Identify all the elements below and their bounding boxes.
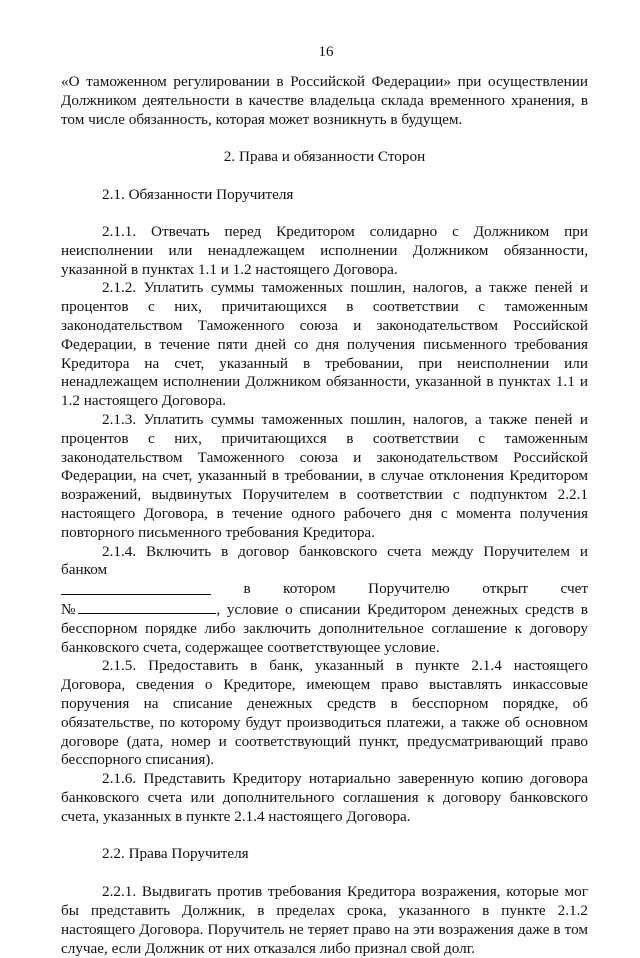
word-otkryt: открыт bbox=[482, 580, 529, 598]
clause-2-1-3: 2.1.3. Уплатить суммы таможенных пошлин, налогов, а также пеней и процентов с них, причитающихся в соответствии с таможенным законодательством Таможенного союза и законодательством Российской Федерации, на счет, указанный в требовании, в случае отклонения Кредитором возражений, выдвинутых Поручителем в соответствии с подпунктом 2.2.1 настоящего Договора, в течение одного рабочего дня с момента получения повторного письменного требования Кредитора. bbox=[61, 410, 588, 541]
section-2-heading: 2. Права и обязанности Сторон bbox=[223, 148, 426, 166]
clause-2-1-5: 2.1.5. Предоставить в банк, указанный в пункте 2.1.4 настоящего Договора, сведения о Кредиторе, имеющем право выставлять инкассовые поручения на списание денежных средств в бесспорном порядке, об обязательстве, по которому будут производиться платежи, а также об основном договоре (дата, номер и соответствующий пункт, предусматривающий право бесспорного списания). bbox=[61, 657, 588, 769]
intro-paragraph: «О таможенном регулировании в Российской Федерации» при осуществлении Должником деятельности в качестве владельца склада временного хранения, в том числе обязанность, которая может возникнуть в будущем. bbox=[61, 73, 588, 128]
clause-2-1-4-text: , условие о списании Кредитором денежных средств в бесспорном порядке либо заключить дополнительное соглашение к договору банковского счета, содержащее соответствующее условие. bbox=[61, 600, 588, 656]
bank-name-blank bbox=[61, 580, 211, 595]
document-body bbox=[61, 73, 588, 958]
clause-2-1-4 bbox=[61, 543, 588, 658]
word-v: в bbox=[243, 580, 251, 598]
account-number-blank bbox=[78, 599, 216, 614]
clause-2-2-1: 2.2.1. Выдвигать против требования Кредитора возражения, которые мог бы представить Должник, в пределах срока, указанного в пункте 2.1.2 настоящего Договора. Поручитель не теряет право на эти возражения даже в том случае, если Должник от них отказался либо признал свой долг. bbox=[61, 883, 588, 957]
number-sign: № bbox=[61, 600, 79, 618]
clause-2-1-1: 2.1.1. Отвечать перед Кредитором солидарно с Должником при неисполнении или ненадлежащем исполнении Должником обязанности, указанной в пунктах 1.1 и 1.2 настоящего Договора. bbox=[61, 222, 588, 278]
page-number: 16 bbox=[318, 44, 334, 60]
word-schet: счет bbox=[560, 580, 588, 598]
clause-2-1-4-rest bbox=[61, 599, 588, 657]
word-kotorom: котором bbox=[283, 580, 336, 598]
clause-2-1-4-line1: 2.1.4. Включить в договор банковского счета между Поручителем и банком bbox=[61, 542, 588, 579]
clause-2-1-2: 2.1.2. Уплатить суммы таможенных пошлин, налогов, а также пеней и процентов с них, причитающихся в соответствии с таможенным законодательством Таможенного союза и законодательством Российской Федерации, в течение пяти дней со дня получения письменного требования Кредитора на счет, указанный в требовании, при неисполнении или ненадлежащем исполнении Должником обязанности, указанной в пунктах 1.1 и 1.2 настоящего Договора. bbox=[61, 279, 588, 410]
clause-2-1-6: 2.1.6. Представить Кредитору нотариально заверенную копию договора банковского счета или дополнительного соглашения к договору банковского счета, указанных в пункте 2.1.4 настоящего Договора. bbox=[61, 770, 588, 825]
clause-2-1-4-line2 bbox=[61, 580, 588, 599]
section-2-1-heading: 2.1. Обязанности Поручителя bbox=[102, 186, 294, 204]
word-poruchitelyu: Поручителю bbox=[368, 580, 450, 598]
section-2-2-heading: 2.2. Права Поручителя bbox=[102, 845, 249, 863]
